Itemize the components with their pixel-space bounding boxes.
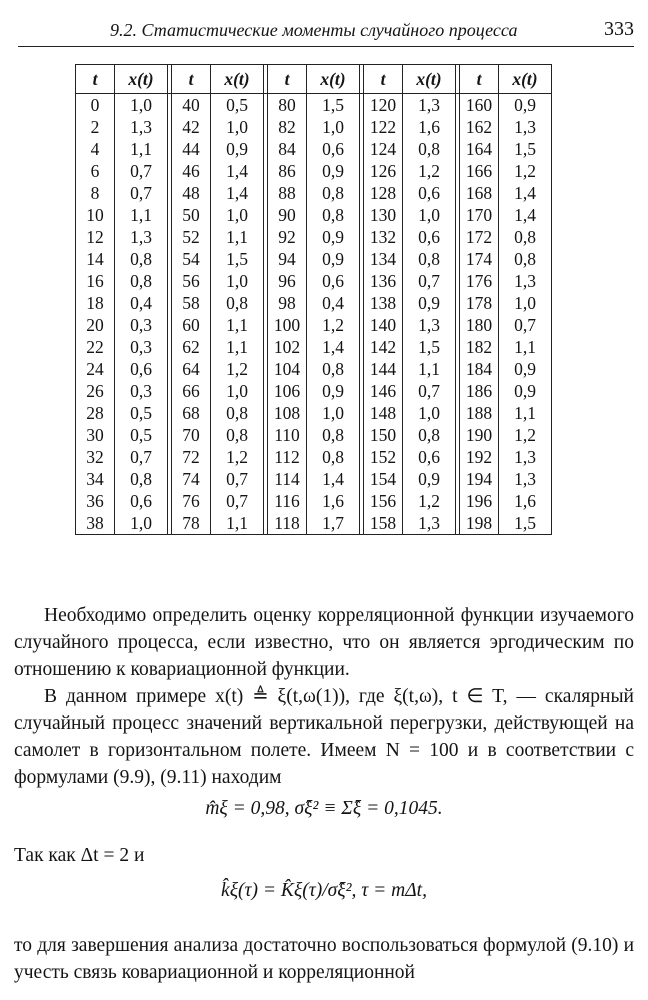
- cell-x: 0,9: [307, 226, 360, 248]
- table-row: [76, 292, 552, 314]
- cell-t: 62: [172, 336, 211, 358]
- cell-x: 1,6: [307, 490, 360, 512]
- cell-x: 1,0: [307, 116, 360, 138]
- cell-t: 182: [460, 336, 499, 358]
- cell-x: 1,7: [307, 512, 360, 535]
- cell-t: 54: [172, 248, 211, 270]
- cell-x: 0,6: [115, 358, 168, 380]
- cell-t: 66: [172, 380, 211, 402]
- cell-x: 0,6: [403, 226, 456, 248]
- cell-t: 106: [268, 380, 307, 402]
- cell-t: 78: [172, 512, 211, 535]
- cell-x: 0,8: [211, 424, 264, 446]
- cell-x: 0,9: [499, 94, 552, 117]
- cell-x: 1,5: [211, 248, 264, 270]
- cell-x: 0,9: [499, 380, 552, 402]
- cell-t: 190: [460, 424, 499, 446]
- cell-t: 166: [460, 160, 499, 182]
- cell-x: 1,3: [499, 468, 552, 490]
- cell-x: 1,2: [403, 490, 456, 512]
- cell-t: 96: [268, 270, 307, 292]
- table-body: [76, 94, 552, 535]
- column-header-t: t: [364, 65, 403, 94]
- cell-t: 144: [364, 358, 403, 380]
- table-row: [76, 270, 552, 292]
- cell-x: 0,9: [307, 160, 360, 182]
- cell-t: 142: [364, 336, 403, 358]
- column-header-t: t: [268, 65, 307, 94]
- column-header-x: x(t): [211, 65, 264, 94]
- cell-t: 24: [76, 358, 115, 380]
- cell-t: 172: [460, 226, 499, 248]
- cell-t: 162: [460, 116, 499, 138]
- cell-t: 184: [460, 358, 499, 380]
- cell-t: 8: [76, 182, 115, 204]
- data-table: [75, 64, 552, 535]
- cell-t: 174: [460, 248, 499, 270]
- cell-t: 84: [268, 138, 307, 160]
- cell-x: 1,1: [115, 138, 168, 160]
- cell-x: 0,8: [403, 138, 456, 160]
- cell-x: 1,1: [211, 226, 264, 248]
- cell-x: 0,4: [307, 292, 360, 314]
- cell-t: 6: [76, 160, 115, 182]
- cell-x: 0,4: [115, 292, 168, 314]
- cell-t: 138: [364, 292, 403, 314]
- cell-t: 102: [268, 336, 307, 358]
- cell-t: 52: [172, 226, 211, 248]
- column-header-t: t: [172, 65, 211, 94]
- table-row: [76, 160, 552, 182]
- cell-x: 0,5: [211, 94, 264, 117]
- cell-x: 0,8: [499, 226, 552, 248]
- cell-t: 58: [172, 292, 211, 314]
- cell-t: 14: [76, 248, 115, 270]
- table-row: [76, 94, 552, 117]
- cell-x: 0,6: [403, 446, 456, 468]
- cell-t: 148: [364, 402, 403, 424]
- cell-x: 0,9: [499, 358, 552, 380]
- cell-x: 1,2: [403, 160, 456, 182]
- paragraph-3: Так как Δt = 2 и: [14, 845, 145, 866]
- cell-t: 40: [172, 94, 211, 117]
- table-row: [76, 424, 552, 446]
- cell-t: 170: [460, 204, 499, 226]
- cell-x: 0,3: [115, 336, 168, 358]
- cell-x: 0,7: [499, 314, 552, 336]
- cell-t: 168: [460, 182, 499, 204]
- cell-t: 70: [172, 424, 211, 446]
- cell-t: 90: [268, 204, 307, 226]
- cell-x: 0,9: [307, 380, 360, 402]
- paragraph-4: то для завершения анализа достаточно воспользоваться формулой (9.10) и учесть связь ковариационной и корреляционной: [14, 935, 634, 983]
- cell-t: 104: [268, 358, 307, 380]
- table-row: [76, 446, 552, 468]
- cell-x: 1,1: [211, 512, 264, 535]
- cell-t: 10: [76, 204, 115, 226]
- cell-x: 0,5: [115, 402, 168, 424]
- cell-t: 154: [364, 468, 403, 490]
- cell-t: 160: [460, 94, 499, 117]
- cell-t: 22: [76, 336, 115, 358]
- cell-x: 0,6: [307, 270, 360, 292]
- cell-x: 1,0: [307, 402, 360, 424]
- cell-t: 16: [76, 270, 115, 292]
- cell-t: 178: [460, 292, 499, 314]
- cell-x: 1,0: [211, 270, 264, 292]
- cell-t: 118: [268, 512, 307, 535]
- cell-t: 76: [172, 490, 211, 512]
- cell-x: 0,8: [403, 248, 456, 270]
- page-header: [18, 16, 634, 47]
- cell-t: 120: [364, 94, 403, 117]
- cell-t: 38: [76, 512, 115, 535]
- cell-x: 1,1: [499, 402, 552, 424]
- cell-x: 0,8: [115, 248, 168, 270]
- cell-x: 1,1: [211, 314, 264, 336]
- cell-t: 18: [76, 292, 115, 314]
- cell-t: 88: [268, 182, 307, 204]
- cell-x: 0,8: [403, 424, 456, 446]
- table-row: [76, 248, 552, 270]
- cell-x: 1,2: [211, 446, 264, 468]
- cell-t: 112: [268, 446, 307, 468]
- cell-x: 0,7: [115, 182, 168, 204]
- cell-x: 0,8: [115, 270, 168, 292]
- cell-x: 0,6: [307, 138, 360, 160]
- cell-t: 116: [268, 490, 307, 512]
- cell-x: 1,0: [499, 292, 552, 314]
- cell-x: 1,3: [403, 94, 456, 117]
- cell-x: 1,1: [115, 204, 168, 226]
- cell-t: 156: [364, 490, 403, 512]
- cell-t: 30: [76, 424, 115, 446]
- cell-x: 0,8: [307, 358, 360, 380]
- table-row: [76, 336, 552, 358]
- cell-t: 26: [76, 380, 115, 402]
- column-header-x: x(t): [307, 65, 360, 94]
- cell-t: 152: [364, 446, 403, 468]
- cell-x: 0,8: [307, 446, 360, 468]
- cell-t: 124: [364, 138, 403, 160]
- table-row: [76, 116, 552, 138]
- cell-x: 0,3: [115, 380, 168, 402]
- cell-x: 1,6: [499, 490, 552, 512]
- table-row: [76, 358, 552, 380]
- cell-x: 1,1: [403, 358, 456, 380]
- cell-t: 164: [460, 138, 499, 160]
- cell-x: 1,0: [115, 94, 168, 117]
- cell-t: 136: [364, 270, 403, 292]
- cell-x: 0,7: [115, 160, 168, 182]
- cell-x: 1,3: [115, 116, 168, 138]
- cell-t: 110: [268, 424, 307, 446]
- cell-t: 192: [460, 446, 499, 468]
- column-header-x: x(t): [499, 65, 552, 94]
- cell-x: 1,4: [307, 468, 360, 490]
- cell-t: 128: [364, 182, 403, 204]
- cell-t: 188: [460, 402, 499, 424]
- cell-x: 0,7: [403, 380, 456, 402]
- cell-t: 94: [268, 248, 307, 270]
- running-title: 9.2. Статистические моменты случайного процесса: [110, 20, 518, 40]
- cell-x: 0,5: [115, 424, 168, 446]
- cell-x: 0,6: [115, 490, 168, 512]
- cell-t: 130: [364, 204, 403, 226]
- cell-x: 1,6: [403, 116, 456, 138]
- table-row: [76, 490, 552, 512]
- cell-t: 4: [76, 138, 115, 160]
- cell-x: 0,6: [403, 182, 456, 204]
- cell-t: 194: [460, 468, 499, 490]
- cell-x: 1,0: [403, 204, 456, 226]
- column-header-x: x(t): [115, 65, 168, 94]
- cell-x: 0,7: [115, 446, 168, 468]
- cell-t: 60: [172, 314, 211, 336]
- cell-x: 1,0: [115, 512, 168, 535]
- cell-t: 80: [268, 94, 307, 117]
- cell-t: 34: [76, 468, 115, 490]
- cell-t: 98: [268, 292, 307, 314]
- table-row: [76, 402, 552, 424]
- table-row: [76, 182, 552, 204]
- table-header-row: [76, 65, 552, 94]
- cell-x: 0,9: [403, 468, 456, 490]
- cell-t: 42: [172, 116, 211, 138]
- cell-x: 1,2: [211, 358, 264, 380]
- cell-t: 86: [268, 160, 307, 182]
- cell-x: 1,3: [403, 512, 456, 535]
- table-row: [76, 204, 552, 226]
- cell-x: 1,3: [499, 446, 552, 468]
- cell-t: 132: [364, 226, 403, 248]
- cell-x: 0,9: [307, 248, 360, 270]
- cell-t: 126: [364, 160, 403, 182]
- cell-t: 82: [268, 116, 307, 138]
- cell-x: 1,0: [403, 402, 456, 424]
- cell-x: 0,8: [211, 402, 264, 424]
- cell-x: 0,7: [211, 468, 264, 490]
- cell-x: 1,4: [211, 182, 264, 204]
- cell-x: 1,2: [307, 314, 360, 336]
- cell-t: 186: [460, 380, 499, 402]
- cell-t: 12: [76, 226, 115, 248]
- cell-t: 28: [76, 402, 115, 424]
- cell-x: 1,3: [403, 314, 456, 336]
- cell-t: 134: [364, 248, 403, 270]
- cell-t: 32: [76, 446, 115, 468]
- cell-x: 0,7: [211, 490, 264, 512]
- page-number: 333: [604, 18, 634, 40]
- cell-t: 48: [172, 182, 211, 204]
- cell-t: 122: [364, 116, 403, 138]
- formula-2: k̂ξ(τ) = K̂ξ(τ)/σ̂ξ², τ = mΔt,: [221, 880, 427, 901]
- column-header-x: x(t): [403, 65, 456, 94]
- cell-x: 1,3: [499, 270, 552, 292]
- table-row: [76, 512, 552, 535]
- cell-x: 1,5: [307, 94, 360, 117]
- cell-x: 0,8: [307, 424, 360, 446]
- cell-t: 0: [76, 94, 115, 117]
- cell-x: 0,8: [211, 292, 264, 314]
- table-row: [76, 314, 552, 336]
- cell-t: 74: [172, 468, 211, 490]
- table-row: [76, 468, 552, 490]
- cell-t: 36: [76, 490, 115, 512]
- cell-x: 1,0: [211, 204, 264, 226]
- cell-x: 1,4: [307, 336, 360, 358]
- cell-x: 1,0: [211, 380, 264, 402]
- cell-x: 1,5: [499, 512, 552, 535]
- cell-t: 56: [172, 270, 211, 292]
- cell-t: 20: [76, 314, 115, 336]
- cell-t: 158: [364, 512, 403, 535]
- cell-t: 92: [268, 226, 307, 248]
- cell-t: 196: [460, 490, 499, 512]
- cell-t: 44: [172, 138, 211, 160]
- cell-t: 180: [460, 314, 499, 336]
- paragraph-2: В данном примере x(t) ≜ ξ(t,ω(1)), где ξ(t,ω), t ∈ T, — скалярный случайный процесс значений вертикальной перегрузки, действующей на самолет в горизонтальном полете. Имеем N = 100 и в соответствии с формулами (9.9), (9.11) находим: [14, 686, 634, 788]
- cell-t: 108: [268, 402, 307, 424]
- table-row: [76, 138, 552, 160]
- cell-t: 146: [364, 380, 403, 402]
- cell-t: 64: [172, 358, 211, 380]
- cell-t: 46: [172, 160, 211, 182]
- cell-x: 1,5: [403, 336, 456, 358]
- cell-t: 198: [460, 512, 499, 535]
- cell-t: 50: [172, 204, 211, 226]
- cell-t: 176: [460, 270, 499, 292]
- cell-x: 1,4: [499, 182, 552, 204]
- cell-x: 1,4: [211, 160, 264, 182]
- cell-x: 1,2: [499, 424, 552, 446]
- paragraph-1: Необходимо определить оценку корреляционной функции изучаемого случайного процесса, если известно, что он является эргодическим по отношению к ковариационной функции.: [14, 605, 634, 680]
- cell-x: 0,3: [115, 314, 168, 336]
- cell-t: 140: [364, 314, 403, 336]
- cell-x: 0,8: [499, 248, 552, 270]
- cell-t: 100: [268, 314, 307, 336]
- cell-t: 72: [172, 446, 211, 468]
- cell-x: 0,9: [403, 292, 456, 314]
- column-header-t: t: [76, 65, 115, 94]
- column-header-t: t: [460, 65, 499, 94]
- cell-x: 0,8: [115, 468, 168, 490]
- cell-x: 0,7: [403, 270, 456, 292]
- cell-t: 68: [172, 402, 211, 424]
- cell-x: 1,2: [499, 160, 552, 182]
- cell-t: 150: [364, 424, 403, 446]
- table-row: [76, 380, 552, 402]
- cell-x: 1,5: [499, 138, 552, 160]
- cell-x: 0,9: [211, 138, 264, 160]
- cell-x: 1,4: [499, 204, 552, 226]
- cell-x: 1,0: [211, 116, 264, 138]
- cell-x: 1,1: [211, 336, 264, 358]
- formula-1: m̂ξ = 0,98, σ̂ξ² ≡ Σ̂ξ = 0,1045.: [205, 798, 443, 819]
- cell-t: 114: [268, 468, 307, 490]
- cell-t: 2: [76, 116, 115, 138]
- cell-x: 1,3: [499, 116, 552, 138]
- cell-x: 0,8: [307, 204, 360, 226]
- table-row: [76, 226, 552, 248]
- cell-x: 1,1: [499, 336, 552, 358]
- cell-x: 0,8: [307, 182, 360, 204]
- cell-x: 1,3: [115, 226, 168, 248]
